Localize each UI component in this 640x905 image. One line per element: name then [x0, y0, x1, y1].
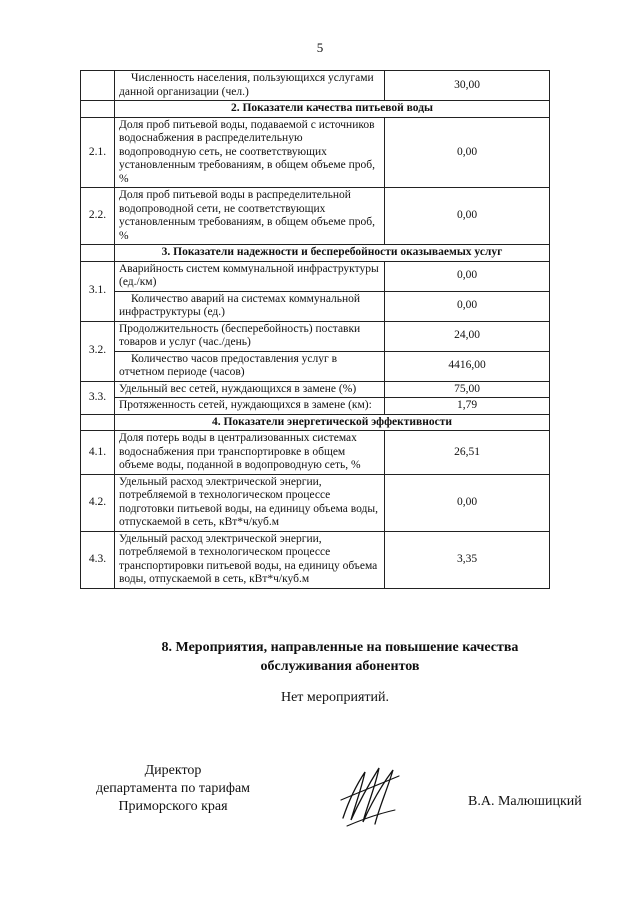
row-number-cell [81, 101, 115, 118]
row-number: 4.2. [81, 474, 115, 531]
indicator-value: 24,00 [385, 321, 550, 351]
indicator-row [81, 351, 550, 381]
section-title: 2. Показатели качества питьевой воды [115, 101, 550, 118]
indicator-value: 0,00 [385, 188, 550, 245]
no-measures-text: Нет мероприятий. [280, 690, 390, 705]
indicator-row [81, 474, 550, 531]
indicator-row [81, 321, 550, 351]
indicator-description: Удельный расход электрической энергии, потребляемой в технологическом процессе подготовки питьевой воды, на единицу объема воды, отпускаемой в сеть, кВт*ч/куб.м [115, 474, 385, 531]
handwritten-signature [335, 760, 405, 830]
indicators-table-body [81, 71, 550, 589]
row-number: 2.1. [81, 117, 115, 188]
indicator-description: Протяженность сетей, нуждающихся в замене (км): [115, 398, 385, 415]
indicator-value: 0,00 [385, 117, 550, 188]
indicator-value: 26,51 [385, 431, 550, 475]
section-row [81, 101, 550, 118]
indicator-value: 0,00 [385, 261, 550, 291]
section-title: 3. Показатели надежности и бесперебойности оказываемых услуг [115, 245, 550, 262]
director-title [78, 762, 268, 816]
indicator-row [81, 398, 550, 415]
indicator-value: 30,00 [385, 71, 550, 101]
indicator-value: 0,00 [385, 474, 550, 531]
indicator-row [81, 381, 550, 398]
row-number-cell [81, 245, 115, 262]
indicator-value: 3,35 [385, 531, 550, 588]
indicator-row [81, 188, 550, 245]
row-number: 3.2. [81, 321, 115, 381]
row-number-cell [81, 414, 115, 431]
section-8-heading-line1: 8. Мероприятия, направленные на повышение качества [161, 640, 519, 655]
indicator-value: 1,79 [385, 398, 550, 415]
indicator-value: 4416,00 [385, 351, 550, 381]
row-number [81, 71, 115, 101]
indicator-description: Доля проб питьевой воды в распределительной водопроводной сети, не соответствующих установленным требованиям, в общем объеме проб, % [115, 188, 385, 245]
section-title: 4. Показатели энергетической эффективности [115, 414, 550, 431]
indicator-row [81, 291, 550, 321]
section-8-heading-line2: обслуживания абонентов [260, 659, 420, 674]
indicator-row [81, 71, 550, 101]
indicator-description: Продолжительность (бесперебойность) поставки товаров и услуг (час./день) [115, 321, 385, 351]
indicator-value: 0,00 [385, 291, 550, 321]
director-title-line3: Приморского края [118, 799, 228, 814]
indicator-description: Численность населения, пользующихся услугами данной организации (чел.) [115, 71, 385, 101]
indicator-row [81, 261, 550, 291]
indicator-description: Доля потерь воды в централизованных системах водоснабжения при транспортировке в общем объеме воды, поданной в водопроводную сеть, % [115, 431, 385, 475]
indicator-description: Удельный вес сетей, нуждающихся в замене (%) [115, 381, 385, 398]
indicator-description: Удельный расход электрической энергии, потребляемой в технологическом процессе транспортировки питьевой воды, на единицу объема воды, отпускаемой в сеть, кВт*ч/куб.м [115, 531, 385, 588]
row-number: 3.3. [81, 381, 115, 414]
signer-name: В.А. Малюшицкий [468, 794, 582, 809]
indicator-description: Количество часов предоставления услуг в отчетном периоде (часов) [115, 351, 385, 381]
indicator-row [81, 431, 550, 475]
section-row [81, 245, 550, 262]
indicator-row [81, 117, 550, 188]
page-number: 5 [316, 40, 324, 55]
indicators-table [80, 70, 550, 589]
row-number: 4.1. [81, 431, 115, 475]
indicator-value: 75,00 [385, 381, 550, 398]
section-row [81, 414, 550, 431]
indicator-row [81, 531, 550, 588]
row-number: 4.3. [81, 531, 115, 588]
director-title-line2: департамента по тарифам [95, 781, 251, 796]
indicator-description: Количество аварий на системах коммунальной инфраструктуры (ед.) [115, 291, 385, 321]
row-number: 2.2. [81, 188, 115, 245]
indicator-description: Доля проб питьевой воды, подаваемой с источников водоснабжения в распределительную водопроводную сеть, не соответствующих установленным требованиям, в общем объеме проб, % [115, 117, 385, 188]
indicator-description: Аварийность систем коммунальной инфраструктуры (ед./км) [115, 261, 385, 291]
row-number: 3.1. [81, 261, 115, 321]
director-title-line1: Директор [144, 763, 202, 778]
section-8-heading [100, 638, 580, 676]
